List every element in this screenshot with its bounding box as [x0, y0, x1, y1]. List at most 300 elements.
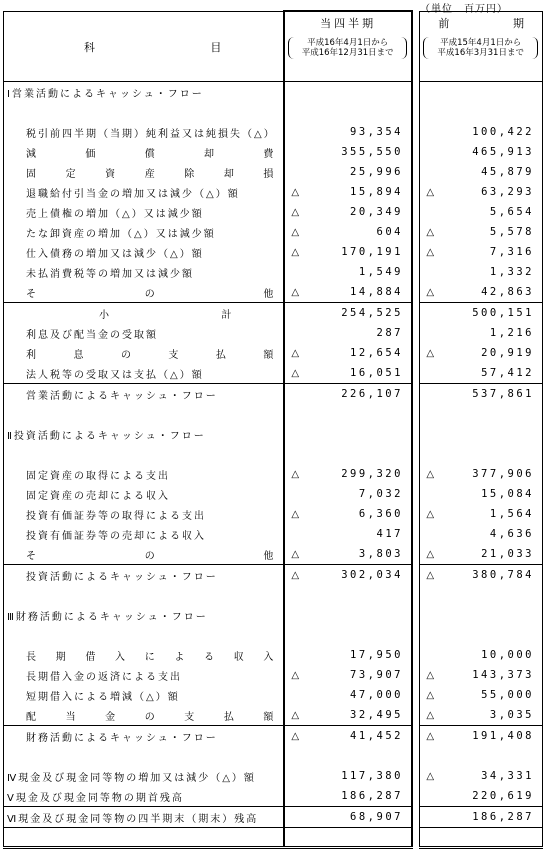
row-label — [4, 282, 285, 303]
current-value-cell — [284, 544, 412, 565]
label-char: 償 — [144, 148, 157, 160]
row-label — [4, 323, 285, 343]
current-value-cell — [284, 705, 412, 726]
row-label — [4, 544, 285, 565]
current-value-cell — [284, 585, 412, 605]
row-label-text: 長期借入金の返済による支出 — [26, 671, 182, 683]
label-char: 収 — [233, 651, 246, 663]
negative-mark: △ — [426, 770, 435, 782]
label-char: 配 — [26, 711, 38, 723]
row-label-text: 退職給付引当金の増加又は減少（△）額 — [26, 188, 240, 200]
negative-mark: △ — [426, 508, 435, 520]
row-label-text: 短期借入による増減（△）額 — [26, 691, 180, 703]
negative-mark: △ — [426, 669, 435, 681]
negative-mark: △ — [291, 730, 300, 742]
label-char: 却 — [223, 168, 236, 180]
current-value-cell — [284, 242, 412, 262]
current-amount: 73,907 — [350, 669, 403, 681]
prev-period-header — [420, 11, 543, 82]
current-period-from: 平成16年4月1日から — [307, 38, 389, 48]
current-amount: 20,349 — [350, 206, 403, 218]
current-amount: 47,000 — [350, 689, 403, 701]
prev-amount: 7,316 — [489, 246, 534, 258]
negative-mark: △ — [426, 246, 435, 258]
table-row — [4, 162, 543, 182]
current-value-cell — [284, 424, 412, 444]
current-amount: 117,380 — [341, 770, 403, 782]
current-value-cell — [284, 303, 412, 324]
label-char: 入 — [115, 651, 128, 663]
row-label-text: 税引前四半期（当期）純利益又は純損失（△） — [26, 128, 276, 140]
row-label — [4, 726, 285, 747]
row-label — [4, 303, 285, 324]
table-row — [4, 464, 543, 484]
prev-value — [420, 645, 542, 665]
current-value — [285, 242, 411, 262]
row-label-text: Ⅳ現金及び現金同等物の増加又は減少（△）額 — [7, 772, 256, 784]
current-value-cell — [284, 182, 412, 202]
subject-char: 目 — [210, 40, 224, 54]
blank-row — [4, 746, 543, 766]
prev-amount: 500,151 — [472, 307, 534, 319]
current-value — [285, 363, 411, 383]
table-row — [4, 142, 543, 162]
label-char: に — [144, 651, 157, 663]
label-char: 息 — [73, 349, 86, 361]
prev-amount: 20,919 — [481, 347, 534, 359]
table-row — [4, 766, 543, 786]
label-char: 計 — [221, 309, 234, 321]
current-value — [285, 786, 411, 806]
row-label — [4, 746, 285, 766]
prev-amount: 1,216 — [489, 327, 534, 339]
prev-value-cell — [420, 343, 543, 363]
label-char: 額 — [263, 711, 276, 723]
current-value — [285, 282, 411, 302]
prev-value — [420, 303, 542, 323]
prev-value — [420, 162, 542, 182]
row-label — [4, 222, 285, 242]
prev-title-char: 期 — [513, 16, 524, 30]
prev-amount: 21,033 — [481, 548, 534, 560]
prev-value-cell — [420, 444, 543, 464]
row-label — [4, 444, 285, 464]
prev-value-cell — [420, 665, 543, 685]
current-period-header — [284, 11, 412, 82]
label-char: よ — [174, 651, 187, 663]
prev-value-cell — [420, 807, 543, 828]
label-char: 額 — [263, 349, 276, 361]
current-value — [285, 685, 411, 705]
row-label — [4, 262, 285, 282]
current-value — [285, 524, 411, 544]
current-value — [285, 645, 411, 665]
row-label-text: 財務活動によるキャッシュ・フロー — [26, 732, 218, 744]
current-value-cell — [284, 444, 412, 464]
table-row — [4, 605, 543, 625]
prev-value — [420, 504, 542, 524]
row-label — [4, 828, 285, 848]
prev-amount: 55,000 — [481, 689, 534, 701]
negative-mark: △ — [291, 508, 300, 520]
row-label-text: 投資有価証券等の取得による支出 — [26, 510, 206, 522]
label-char: の — [144, 711, 157, 723]
prev-title — [420, 15, 542, 31]
label-char: 産 — [144, 168, 157, 180]
prev-value-cell — [420, 504, 543, 524]
row-label-text — [4, 648, 283, 663]
current-value — [285, 384, 411, 404]
current-value-cell — [284, 404, 412, 424]
prev-value-cell — [420, 685, 543, 705]
prev-amount: 3,035 — [489, 709, 534, 721]
row-label-text — [4, 708, 283, 723]
table-row — [4, 363, 543, 384]
prev-value-cell — [420, 122, 543, 142]
current-value — [285, 726, 411, 746]
prev-amount: 57,412 — [481, 367, 534, 379]
table-row — [4, 565, 543, 586]
current-amount: 417 — [376, 528, 403, 540]
prev-value — [420, 182, 542, 202]
prev-value-cell — [420, 82, 543, 103]
current-amount: 25,996 — [350, 166, 403, 178]
prev-value — [420, 464, 542, 484]
row-label — [4, 82, 285, 103]
prev-value — [420, 484, 542, 504]
prev-amount: 100,422 — [472, 126, 534, 138]
row-label — [4, 424, 285, 444]
table-row — [4, 303, 543, 324]
current-value — [285, 705, 411, 725]
row-label — [4, 202, 285, 222]
negative-mark: △ — [426, 186, 435, 198]
prev-amount: 191,408 — [472, 730, 534, 742]
prev-value-cell — [420, 605, 543, 625]
row-label — [4, 665, 285, 685]
row-label-text — [4, 306, 283, 321]
prev-value-cell — [420, 404, 543, 424]
label-char: 除 — [184, 168, 197, 180]
prev-value — [420, 384, 542, 404]
label-char: 損 — [263, 168, 276, 180]
label-char: 費 — [263, 148, 276, 160]
label-char: の — [144, 550, 157, 562]
table-row — [4, 384, 543, 405]
prev-value — [420, 665, 542, 685]
prev-value-cell — [420, 705, 543, 726]
current-value-cell — [284, 384, 412, 405]
label-char: 資 — [105, 168, 118, 180]
row-label — [4, 605, 285, 625]
negative-mark: △ — [426, 548, 435, 560]
current-value-cell — [284, 82, 412, 103]
prev-value-cell — [420, 524, 543, 544]
current-value — [285, 142, 411, 162]
table-row — [4, 182, 543, 202]
table-row — [4, 786, 543, 807]
current-value — [285, 766, 411, 786]
prev-amount: 537,861 — [472, 388, 534, 400]
current-value-cell — [284, 162, 412, 182]
table-row — [4, 222, 543, 242]
current-amount: 15,894 — [350, 186, 403, 198]
prev-period-from: 平成15年4月1日から — [440, 37, 522, 48]
prev-value — [420, 142, 542, 162]
negative-mark: △ — [291, 186, 300, 198]
prev-value-cell — [420, 162, 543, 182]
table-header — [4, 11, 543, 82]
current-amount: 16,051 — [350, 367, 403, 379]
current-title: 当四半期 — [320, 17, 377, 30]
current-period-to: 平成16年12月31日まで — [301, 48, 394, 58]
row-label-text — [4, 346, 283, 361]
current-value-cell — [284, 807, 412, 828]
prev-value-cell — [420, 424, 543, 444]
current-amount: 604 — [376, 226, 403, 238]
current-value-cell — [284, 828, 412, 848]
label-char: 減 — [26, 148, 38, 160]
label-char: そ — [26, 550, 38, 562]
prev-value — [420, 544, 542, 564]
prev-value — [420, 122, 542, 142]
label-char: 他 — [263, 288, 276, 300]
label-char: 払 — [215, 349, 228, 361]
subject-char: 科 — [84, 40, 97, 54]
current-value — [285, 182, 411, 202]
blank-row — [4, 625, 543, 645]
row-label-text: 仕入債務の増加又は減少（△）額 — [26, 248, 204, 260]
row-label — [4, 363, 285, 384]
prev-title-char: 前 — [438, 16, 450, 30]
negative-mark: △ — [426, 226, 435, 238]
current-value-cell — [284, 746, 412, 766]
prev-value-cell — [420, 142, 543, 162]
row-label-text: 固定資産の取得による支出 — [26, 470, 170, 482]
current-value — [285, 807, 411, 827]
prev-value-cell — [420, 565, 543, 586]
table-row — [4, 424, 543, 444]
prev-value-cell — [420, 544, 543, 565]
prev-amount: 5,578 — [489, 226, 534, 238]
current-value — [285, 665, 411, 685]
table-row — [4, 645, 543, 665]
subject-header — [4, 11, 285, 82]
current-amount: 254,525 — [341, 307, 403, 319]
current-value-cell — [284, 262, 412, 282]
current-value — [285, 565, 411, 585]
row-label-text: Ⅱ投資活動によるキャッシュ・フロー — [7, 430, 206, 442]
prev-value-cell — [420, 102, 543, 122]
label-char: 期 — [55, 651, 68, 663]
prev-value-cell — [420, 464, 543, 484]
current-amount: 355,550 — [341, 146, 403, 158]
label-char: 長 — [26, 651, 38, 663]
prev-value — [420, 786, 542, 806]
row-label-text — [4, 145, 283, 160]
row-label — [4, 182, 285, 202]
prev-value — [420, 685, 542, 705]
prev-value — [420, 323, 542, 343]
prev-value-cell — [420, 384, 543, 405]
table-row — [4, 524, 543, 544]
prev-value-cell — [420, 202, 543, 222]
row-label — [4, 464, 285, 484]
table-row — [4, 726, 543, 747]
prev-value-cell — [420, 746, 543, 766]
label-char: る — [204, 651, 217, 663]
prev-value — [420, 242, 542, 262]
current-value-cell — [284, 282, 412, 303]
prev-value — [420, 343, 542, 363]
row-label-text: 売上債権の増加（△）又は減少額 — [26, 208, 204, 220]
prev-value-cell — [420, 766, 543, 786]
row-label — [4, 585, 285, 605]
negative-mark: △ — [426, 730, 435, 742]
label-char: 固 — [26, 168, 38, 180]
row-label-text: 投資活動によるキャッシュ・フロー — [26, 571, 218, 583]
label-char: 却 — [204, 148, 217, 160]
row-label — [4, 102, 285, 122]
current-value-cell — [284, 524, 412, 544]
current-amount: 68,907 — [350, 811, 403, 823]
prev-amount: 1,564 — [489, 508, 534, 520]
current-amount: 287 — [376, 327, 403, 339]
row-label — [4, 786, 285, 807]
current-value — [285, 484, 411, 504]
current-value-cell — [284, 665, 412, 685]
cash-flow-table — [3, 10, 543, 849]
prev-value — [420, 282, 542, 302]
current-value-cell — [284, 726, 412, 747]
prev-amount: 1,332 — [489, 266, 534, 278]
row-label — [4, 524, 285, 544]
negative-mark: △ — [291, 468, 300, 480]
label-char: 金 — [105, 711, 118, 723]
table-row — [4, 544, 543, 565]
label-char: 他 — [263, 550, 276, 562]
row-label-text: Ⅵ現金及び現金同等物の四半期末（期末）残高 — [7, 813, 259, 825]
table-row — [4, 122, 543, 142]
prev-value-cell — [420, 625, 543, 645]
current-amount: 186,287 — [341, 790, 403, 802]
current-amount: 226,107 — [341, 388, 403, 400]
label-char: 借 — [85, 651, 98, 663]
current-amount: 1,549 — [358, 266, 403, 278]
current-value-cell — [284, 363, 412, 384]
row-label-text: たな卸資産の増加（△）又は減少額 — [26, 228, 216, 240]
prev-value-cell — [420, 262, 543, 282]
negative-mark: △ — [291, 367, 300, 379]
negative-mark: △ — [291, 206, 300, 218]
prev-value-cell — [420, 786, 543, 807]
prev-amount: 5,654 — [489, 206, 534, 218]
row-label — [4, 645, 285, 665]
row-label — [4, 685, 285, 705]
prev-value-cell — [420, 726, 543, 747]
row-label — [4, 705, 285, 726]
table-row — [4, 262, 543, 282]
current-amount: 299,320 — [341, 468, 403, 480]
unit-note: （単位 百万円） — [420, 4, 508, 15]
row-label-text: 投資有価証券等の売却による収入 — [26, 530, 206, 542]
current-value-cell — [284, 464, 412, 484]
negative-mark: △ — [426, 569, 435, 581]
current-value-cell — [284, 645, 412, 665]
row-label-text: Ⅴ現金及び現金同等物の期首残高 — [7, 792, 184, 804]
prev-value — [420, 807, 542, 827]
negative-mark: △ — [426, 347, 435, 359]
current-value-cell — [284, 142, 412, 162]
row-label — [4, 807, 285, 828]
current-amount: 32,495 — [350, 709, 403, 721]
current-value — [285, 504, 411, 524]
prev-amount: 63,293 — [481, 186, 534, 198]
prev-value-cell — [420, 222, 543, 242]
negative-mark: △ — [426, 689, 435, 701]
prev-value-cell — [420, 828, 543, 848]
table-row — [4, 82, 543, 103]
current-amount: 170,191 — [341, 246, 403, 258]
current-amount: 7,032 — [358, 488, 403, 500]
label-char: 小 — [99, 309, 111, 321]
label-char: そ — [26, 288, 38, 300]
row-label-text — [4, 547, 283, 562]
prev-amount: 45,879 — [481, 166, 534, 178]
prev-amount: 220,619 — [472, 790, 534, 802]
negative-mark: △ — [291, 246, 300, 258]
current-value-cell — [284, 122, 412, 142]
current-value — [285, 544, 411, 564]
prev-value — [420, 726, 542, 746]
prev-value — [420, 705, 542, 725]
current-value-cell — [284, 202, 412, 222]
row-label — [4, 384, 285, 405]
label-char: 利 — [26, 349, 38, 361]
current-value — [285, 222, 411, 242]
current-value — [285, 202, 411, 222]
label-char: の — [120, 349, 133, 361]
table-row — [4, 685, 543, 705]
label-char: 定 — [65, 168, 78, 180]
prev-value-cell — [420, 363, 543, 384]
current-value — [285, 122, 411, 142]
prev-amount: 186,287 — [472, 811, 534, 823]
prev-value-cell — [420, 182, 543, 202]
row-label — [4, 565, 285, 586]
prev-amount: 10,000 — [481, 649, 534, 661]
prev-amount: 15,084 — [481, 488, 534, 500]
table-row — [4, 242, 543, 262]
row-label — [4, 625, 285, 645]
negative-mark: △ — [426, 286, 435, 298]
prev-value-cell — [420, 282, 543, 303]
prev-value-cell — [420, 242, 543, 262]
row-label-text: 利息及び配当金の受取額 — [26, 329, 158, 341]
current-value — [285, 162, 411, 182]
prev-period-range — [423, 37, 538, 59]
label-char: の — [144, 288, 157, 300]
current-amount: 41,452 — [350, 730, 403, 742]
current-amount: 93,354 — [350, 126, 403, 138]
row-label-text: Ⅰ営業活動によるキャッシュ・フロー — [7, 88, 204, 100]
prev-value-cell — [420, 645, 543, 665]
current-amount: 17,950 — [350, 649, 403, 661]
current-value-cell — [284, 625, 412, 645]
label-char: 支 — [184, 711, 197, 723]
current-value-cell — [284, 605, 412, 625]
prev-amount: 465,913 — [472, 146, 534, 158]
